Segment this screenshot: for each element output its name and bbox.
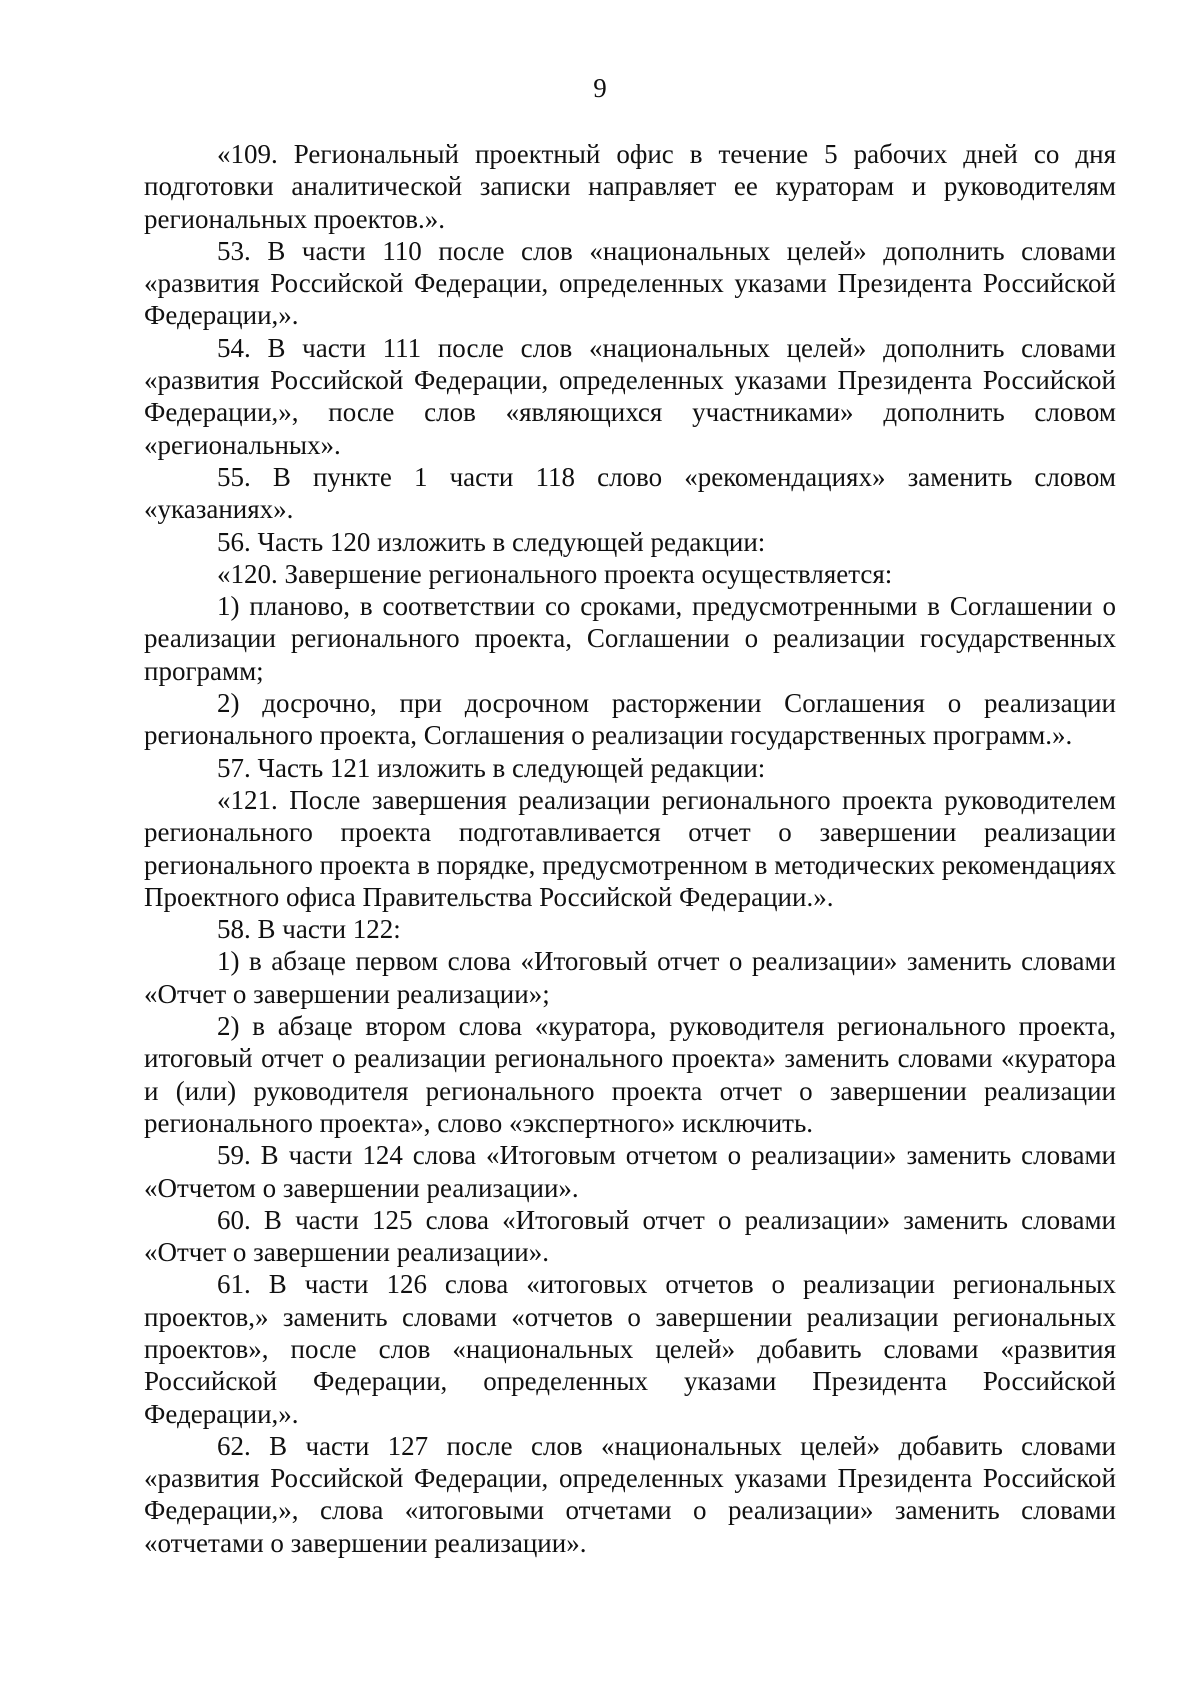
paragraph-120-item-2: 2) досрочно, при досрочном расторжении Соглашения о реализации регионального проекта, Соглашения о реализации государственных программ.». <box>144 688 1116 751</box>
paragraph-56: 56. Часть 120 изложить в следующей редакции: <box>217 526 766 557</box>
paragraph-109-quote: «109. Региональный проектный офис в течение 5 рабочих дней со дня подготовки аналитической записки направляет ее кураторам и руководителям региональных проектов.». <box>144 139 1116 234</box>
page-number: 9 <box>593 73 607 103</box>
paragraph-62: 62. В части 127 после слов «национальных целей» добавить словами «развития Российской Федерации, определенных указами Президента Российской Федерации,», слова «итоговыми отчетами о реализации» заменить словами «отчетами о завершении реализации». <box>144 1430 1116 1558</box>
document-body <box>144 138 1116 1559</box>
paragraph-58-item-2: 2) в абзаце втором слова «куратора, руководителя регионального проекта, итоговый отчет о реализации регионального проекта» заменить словами «куратора и (или) руководителя регионального проекта отчет о завершении реализации регионального проекта», слово «экспертного» исключить. <box>144 1011 1116 1138</box>
paragraph-58: 58. В части 122: <box>217 914 401 945</box>
paragraph-60: 60. В части 125 слова «Итоговый отчет о реализации» заменить словами «Отчет о завершении реализации». <box>144 1204 1116 1268</box>
paragraph-55: 55. В пункте 1 части 118 слово «рекомендациях» заменить словом «указаниях». <box>144 461 1116 525</box>
paragraph-61: 61. В части 126 слова «итоговых отчетов о реализации региональных проектов,» заменить словами «отчетов о завершении реализации региональных проектов», после слов «национальных целей» добавить словами «развития Российской Федерации, определенных указами Президента Российской Федерации,». <box>144 1269 1116 1429</box>
paragraph-58-item-1: 1) в абзаце первом слова «Итоговый отчет о реализации» заменить словами «Отчет о завершении реализации»; <box>144 946 1116 1009</box>
paragraph-54: 54. В части 111 после слов «национальных целей» дополнить словами «развития Российской Федерации, определенных указами Президента Российской Федерации,», после слов «являющихся участниками» дополнить словом «региональных». <box>144 332 1116 460</box>
paragraph-120-quote: «120. Завершение регионального проекта осуществляется: <box>217 558 893 589</box>
paragraph-59: 59. В части 124 слова «Итоговым отчетом о реализации» заменить словами «Отчетом о завершении реализации». <box>144 1140 1116 1203</box>
paragraph-120-item-1: 1) планово, в соответствии со сроками, предусмотренными в Соглашении о реализации регионального проекта, Соглашении о реализации государственных программ; <box>144 591 1116 686</box>
paragraph-121-quote: «121. После завершения реализации регионального проекта руководителем регионального проекта подготавливается отчет о завершении реализации регионального проекта в порядке, предусмотренном в методических рекомендациях Проектного офиса Правительства Российской Федерации.». <box>144 784 1116 912</box>
paragraph-53: 53. В части 110 после слов «национальных целей» дополнить словами «развития Российской Федерации, определенных указами Президента Российской Федерации,». <box>144 235 1116 331</box>
paragraph-57: 57. Часть 121 изложить в следующей редакции: <box>217 752 766 783</box>
